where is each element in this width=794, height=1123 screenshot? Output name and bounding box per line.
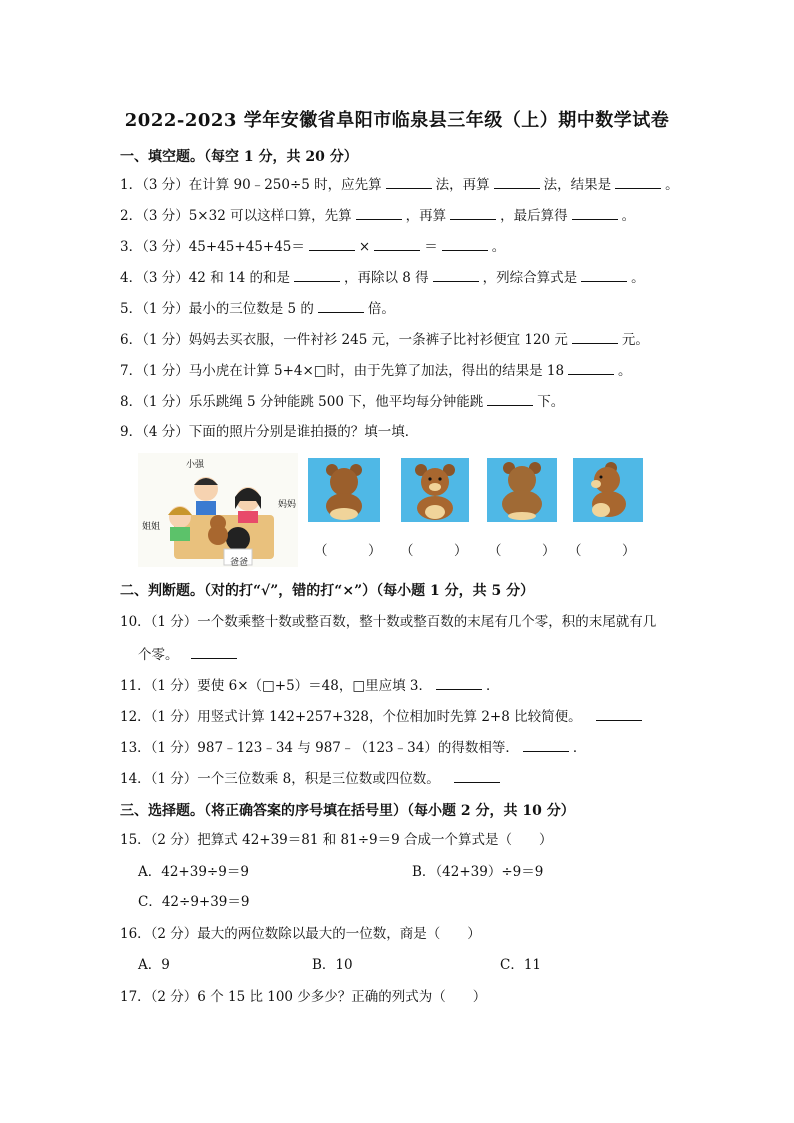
answer-blank[interactable] xyxy=(294,267,340,282)
question-11: 11．（1 分）要使 6×（□+5）＝48，□里应填 3． ． xyxy=(120,675,499,696)
question-12: 12．（1 分）用竖式计算 142+257+328，个位相加时先算 2+8 比较简便。 xyxy=(120,706,646,727)
question-14: 14．（1 分）一个三位数乘 8，积是三位数或四位数。 xyxy=(120,768,504,789)
question-2: 2．（3 分）5×32 可以这样口算，先算 ，再算 ，最后算得 。 xyxy=(120,205,635,226)
answer-blank[interactable] xyxy=(454,768,500,783)
option-15-b[interactable]: B．（42+39）÷9＝9 xyxy=(412,864,544,880)
section-true-false: 二、判断题。（对的打“√”，错的打“×”）（每小题 1 分，共 5 分） xyxy=(120,583,535,599)
answer-blank[interactable] xyxy=(596,706,642,721)
children-around-table-icon xyxy=(138,453,298,567)
label-mama: 妈妈 xyxy=(278,500,297,510)
answer-paren-3[interactable]: （ ） xyxy=(488,543,556,559)
answer-blank[interactable] xyxy=(494,174,540,189)
question-16: 16．（2 分）最大的两位数除以最大的一位数，商是（ ） xyxy=(120,926,481,942)
option-16-c[interactable]: C．11 xyxy=(500,957,542,973)
question-7: 7．（1 分）马小虎在计算 5+4×□时，由于先算了加法，得出的结果是 18 。 xyxy=(120,360,632,381)
question-5: 5．（1 分）最小的三位数是 5 的 倍。 xyxy=(120,298,395,319)
answer-blank[interactable] xyxy=(309,236,355,251)
label-baba: 爸爸 xyxy=(230,558,249,568)
answer-blank[interactable] xyxy=(433,267,479,282)
answer-blank[interactable] xyxy=(581,267,627,282)
bear-photo-1 xyxy=(308,458,380,522)
answer-paren-1[interactable]: （ ） xyxy=(314,543,382,559)
bear-back-top-icon xyxy=(487,458,557,522)
option-15-a[interactable]: A．42+39÷9＝9 xyxy=(138,864,249,880)
answer-blank[interactable] xyxy=(572,329,618,344)
section-multiple-choice: 三、选择题。（将正确答案的序号填在括号里）（每小题 2 分，共 10 分） xyxy=(120,803,575,819)
answer-blank[interactable] xyxy=(386,174,432,189)
question-1: 1．（3 分）在计算 90﹣250÷5 时，应先算 法，再算 法，结果是 。 xyxy=(120,174,679,195)
question-10-cont: 个零。 xyxy=(138,644,241,665)
answer-blank[interactable] xyxy=(572,205,618,220)
question-15: 15．（2 分）把算式 42+39＝81 和 81÷9＝9 合成一个算式是（ ） xyxy=(120,832,553,848)
answer-blank[interactable] xyxy=(523,737,569,752)
answer-blank[interactable] xyxy=(436,675,482,690)
question-8: 8．（1 分）乐乐跳绳 5 分钟能跳 500 下，他平均每分钟能跳 下。 xyxy=(120,391,564,412)
question-3: 3．（3 分）45+45+45+45＝ × ＝ 。 xyxy=(120,236,505,257)
question-6: 6．（1 分）妈妈去买衣服，一件衬衫 245 元，一条裤子比衬衫便宜 120 元 元。 xyxy=(120,329,649,350)
answer-blank[interactable] xyxy=(374,236,420,251)
answer-blank[interactable] xyxy=(615,174,661,189)
answer-blank[interactable] xyxy=(450,205,496,220)
answer-blank[interactable] xyxy=(356,205,402,220)
answer-blank[interactable] xyxy=(487,391,533,406)
question-4: 4．（3 分）42 和 14 的和是 ，再除以 8 得 ，列综合算式是 。 xyxy=(120,267,645,288)
question-13: 13．（1 分）987﹣123﹣34 与 987﹣（123﹣34）的得数相等． ． xyxy=(120,737,586,758)
option-16-a[interactable]: A．9 xyxy=(138,957,170,973)
question-17: 17．（2 分）6 个 15 比 100 少多少？正确的列式为（ ） xyxy=(120,989,487,1005)
children-illustration xyxy=(138,453,298,567)
page-title: 2022-2023 学年安徽省阜阳市临泉县三年级（上）期中数学试卷 xyxy=(124,110,670,131)
bear-side-icon xyxy=(573,458,643,522)
bear-photo-4 xyxy=(573,458,643,522)
question-9: 9．（4 分）下面的照片分别是谁拍摄的？填一填． xyxy=(120,424,419,440)
label-jiejie: 姐姐 xyxy=(142,522,161,532)
question-10: 10．（1 分）一个数乘整十数或整百数，整十数或整百数的末尾有几个零，积的末尾就有几 xyxy=(120,614,657,630)
option-16-b[interactable]: B．10 xyxy=(312,957,353,973)
bear-front-icon xyxy=(401,458,469,522)
answer-paren-2[interactable]: （ ） xyxy=(400,543,468,559)
photo-figure xyxy=(138,453,646,567)
bear-photo-2 xyxy=(401,458,469,522)
answer-blank[interactable] xyxy=(191,644,237,659)
answer-paren-4[interactable]: （ ） xyxy=(568,543,636,559)
bear-back-icon xyxy=(308,458,380,522)
section-fill-blank: 一、填空题。（每空 1 分，共 20 分） xyxy=(120,149,358,165)
label-xiaoqiang: 小强 xyxy=(186,460,205,470)
answer-blank[interactable] xyxy=(318,298,364,313)
option-15-c[interactable]: C．42÷9+39＝9 xyxy=(138,894,250,910)
answer-blank[interactable] xyxy=(442,236,488,251)
answer-blank[interactable] xyxy=(568,360,614,375)
bear-photo-3 xyxy=(487,458,557,522)
